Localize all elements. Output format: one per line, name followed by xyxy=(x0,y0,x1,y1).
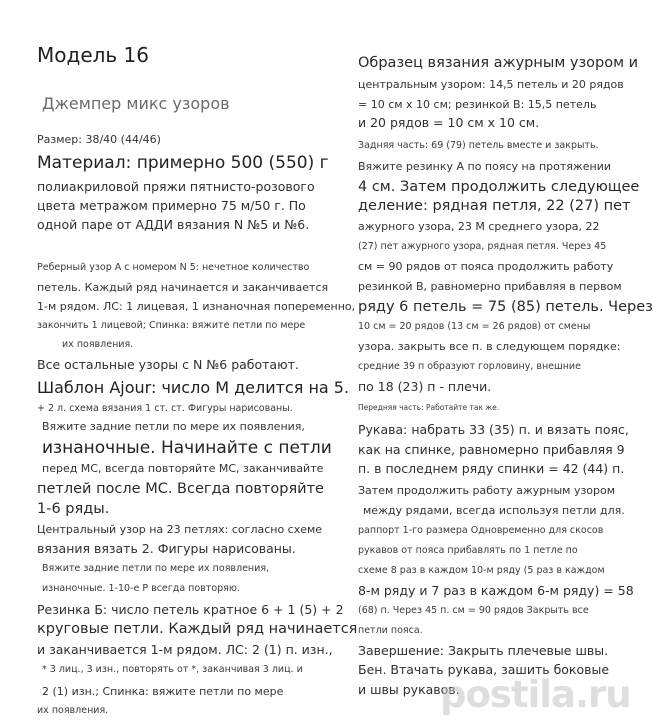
text-line: петли пояса. xyxy=(358,625,423,636)
text-line: раппорт 1-го размера Одновременно для скосов xyxy=(358,525,604,536)
text-line: Реберный узор А с номером N 5: нечетное количество xyxy=(37,262,310,273)
text-line: цвета метражом примерно 75 м/50 г. По xyxy=(37,198,306,213)
text-line: Вяжите задние петли по мере их появления, xyxy=(42,563,270,574)
text-line: узора. закрыть все п. в следующем порядке: xyxy=(358,340,621,353)
text-line: закончить 1 лицевой; Спинка: вяжите петли по мере xyxy=(37,320,306,331)
text-line: схеме 8 раз в каждом 10-м ряду (5 раз в каждом xyxy=(358,565,605,576)
text-line: и 20 рядов = 10 см x 10 см. xyxy=(358,115,540,130)
page-title: Модель 16 xyxy=(37,43,150,67)
text-line: центральным узором: 14,5 петель и 20 рядов xyxy=(358,78,624,91)
size-line: Размер: 38/40 (44/46) xyxy=(37,133,161,146)
text-line: Задняя часть: 69 (79) петель вместе и закрыть. xyxy=(358,140,599,151)
text-line: одной паре от АДДИ вязания N №5 и №6. xyxy=(37,217,310,232)
text-line: петлей после МС. Всегда повторяйте xyxy=(37,481,324,497)
text-line: их появления. xyxy=(62,339,134,350)
text-line: Все остальные узоры с N №6 работают. xyxy=(37,357,299,372)
watermark-logo: postila.ru xyxy=(440,673,631,716)
text-line: 1-м рядом. ЛС: 1 лицевая, 1 изнаночная попеременно, xyxy=(37,300,356,313)
text-line: между рядами, всегда используя петли для. xyxy=(363,504,625,517)
text-line: (68) п. Через 45 п. см = 90 рядов Закрыть все xyxy=(358,605,589,616)
text-line: перед МС, всегда повторяйте МС, заканчивайте xyxy=(42,462,324,475)
text-line: по 18 (23) п - плечи. xyxy=(358,379,492,394)
text-line: Затем продолжить работу ажурным узором xyxy=(358,484,616,497)
text-line: как на спинке, равномерно прибавляя 9 xyxy=(358,442,625,457)
text-line: Передняя часть: Работайте так же. xyxy=(358,403,500,412)
text-line: 10 см = 20 рядов (13 см = 26 рядов) от смены xyxy=(358,321,591,332)
text-line: ряду 6 петель = 75 (85) петель. Через xyxy=(358,299,653,315)
text-line: = 10 см x 10 см; резинкой В: 15,5 петель xyxy=(358,98,597,111)
text-line: 4 см. Затем продолжить следующее xyxy=(358,179,640,195)
material-line: Материал: примерно 500 (550) г xyxy=(37,153,329,173)
text-line: * 3 лиц., 3 изн., повторять от *, заканчивая 3 лиц. и xyxy=(42,664,303,675)
text-line: Центральный узор на 23 петлях: согласно схеме xyxy=(37,523,323,536)
text-line: и заканчивается 1-м рядом. ЛС: 2 (1) п. изн., xyxy=(37,642,333,657)
text-line: см = 90 рядов от пояса продолжить работу xyxy=(358,260,614,273)
text-line: + 2 л. схема вязания 1 ст. ст. Фигуры нарисованы. xyxy=(37,403,293,414)
text-line: Резинка Б: число петель кратное 6 + 1 (5) + 2 xyxy=(37,602,344,617)
text-line: деление: рядная петля, 22 (27) пет xyxy=(358,198,631,214)
text-line: ажурного узора, 23 М среднего узора, 22 xyxy=(358,220,600,233)
text-line: п. в последнем ряду спинки = 42 (44) п. xyxy=(358,461,625,476)
text-line: изнаночные. 1-10-е Р всегда повторяю. xyxy=(42,583,240,594)
text-line: петель. Каждый ряд начинается и заканчивается xyxy=(37,281,329,294)
text-line: изнаночные. Начинайте с петли xyxy=(42,438,332,458)
text-line: полиакриловой пряжи пятнисто-розового xyxy=(37,179,315,194)
text-line: 1-6 ряды. xyxy=(37,501,110,517)
text-line: Вяжите резинку А по поясу на протяжении xyxy=(358,160,612,173)
text-line: вязания вязать 2. Фигуры нарисованы. xyxy=(37,541,296,556)
text-line: круговые петли. Каждый ряд начинается xyxy=(37,621,358,637)
text-line: Рукава: набрать 33 (35) п. и вязать пояс, xyxy=(358,422,629,437)
page-subtitle: Джемпер микс узоров xyxy=(42,94,230,113)
text-line: (27) пет ажурного узора, рядная петля. Через 45 xyxy=(358,241,607,252)
text-line: 8-м ряду и 7 раз в каждом 6-м ряду) = 58 xyxy=(358,583,634,598)
text-line: и швы рукавов. xyxy=(358,682,460,697)
text-line: Бен. Втачать рукава, зашить боковые xyxy=(358,662,610,677)
text-line: средние 39 п образуют горловину, внешние xyxy=(358,361,581,372)
text-line: 2 (1) изн.; Спинка: вяжите петли по мере xyxy=(42,685,284,698)
text-line: Завершение: Закрыть плечевые швы. xyxy=(358,643,609,658)
text-line: Шаблон Ajour: число М делится на 5. xyxy=(37,378,350,397)
text-line: рукавов от пояса прибавлять по 1 петле по xyxy=(358,545,578,556)
text-line: Образец вязания ажурным узором и xyxy=(358,55,639,71)
text-line: их появления. xyxy=(37,705,109,716)
text-line: Вяжите задние петли по мере их появления, xyxy=(42,420,305,433)
text-line: резинкой В, равномерно прибавляя в первом xyxy=(358,280,622,293)
